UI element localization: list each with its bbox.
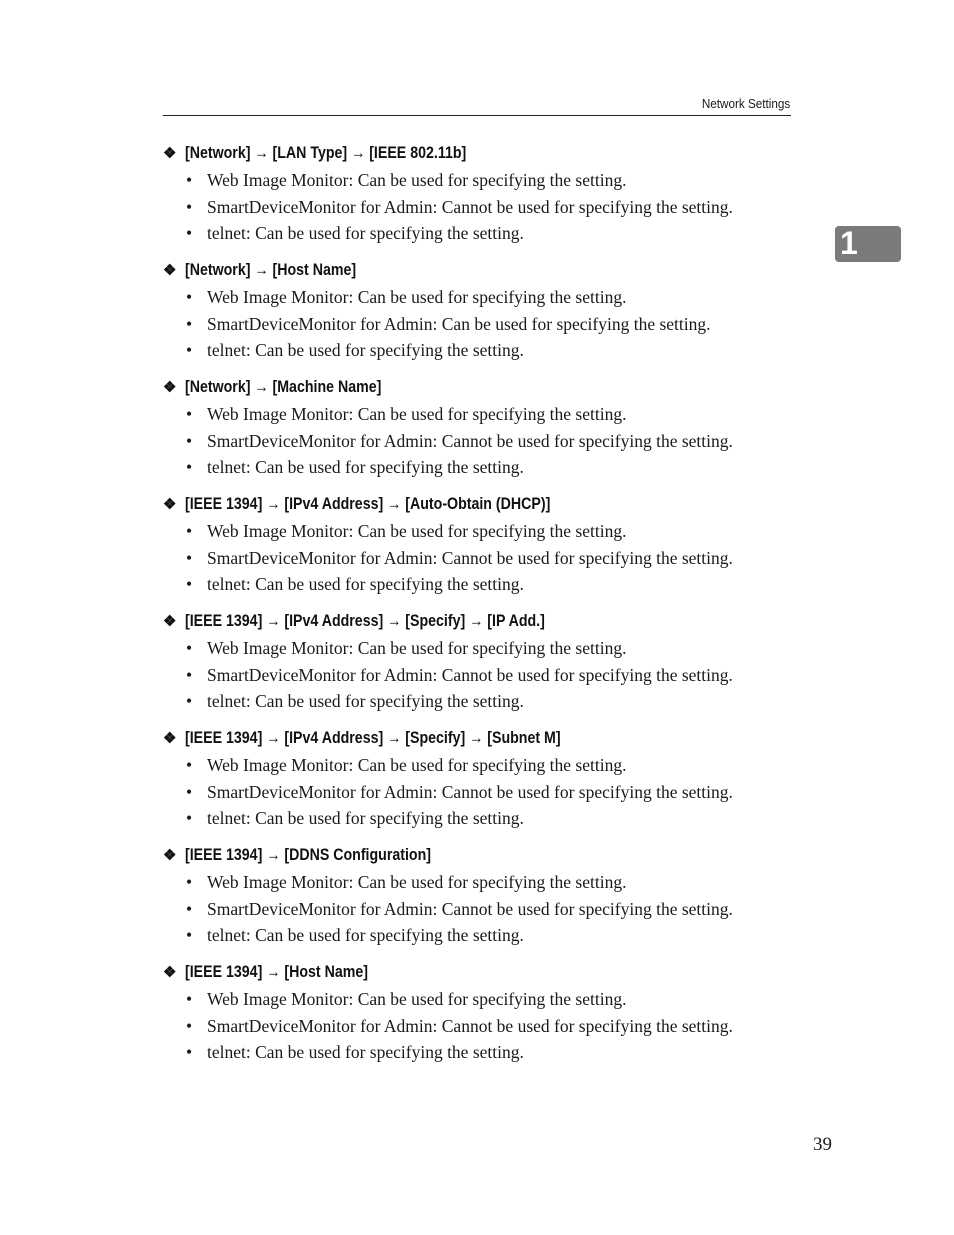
bullet-icon: • <box>186 547 193 568</box>
bullet-icon: • <box>186 196 193 217</box>
list-item: • telnet: Can be used for specifying the setting. <box>163 688 803 715</box>
chapter-number: 1 <box>840 225 858 261</box>
section-heading: ❖ [IEEE 1394] → [Host Name] <box>163 959 803 986</box>
bullet-icon: • <box>186 1015 193 1036</box>
list-item: • SmartDeviceMonitor for Admin: Cannot be used for specifying the setting. <box>163 194 803 221</box>
bullet-icon: • <box>186 574 193 595</box>
section-heading: ❖ [IEEE 1394] → [IPv4 Address] → [Auto-Obtain (DHCP)] <box>163 491 803 518</box>
bullet-icon: • <box>186 170 193 190</box>
bullet-icon: • <box>186 755 193 775</box>
bullet-icon: • <box>186 898 193 919</box>
page-number: 39 <box>813 1134 832 1155</box>
setting-section <box>163 959 803 1076</box>
list-item: • telnet: Can be used for specifying the setting. <box>163 805 803 832</box>
setting-section <box>163 140 803 257</box>
list-item: • Web Image Monitor: Can be used for specifying the setting. <box>163 986 803 1013</box>
bullet-icon: • <box>186 691 193 712</box>
section-heading: ❖ [IEEE 1394] → [DDNS Configuration] <box>163 842 803 869</box>
section-heading: ❖ [Network] → [Machine Name] <box>163 374 803 401</box>
bullet-icon: • <box>186 430 193 451</box>
setting-section <box>163 257 803 374</box>
bullet-icon: • <box>186 781 193 802</box>
list-item: • Web Image Monitor: Can be used for specifying the setting. <box>163 284 803 311</box>
bullet-icon: • <box>186 287 193 307</box>
bullet-icon: • <box>186 340 193 361</box>
diamond-bullet-icon: ❖ <box>163 379 177 396</box>
list-item: • Web Image Monitor: Can be used for specifying the setting. <box>163 518 803 545</box>
item-list <box>163 518 803 598</box>
list-item: • telnet: Can be used for specifying the setting. <box>163 1039 803 1066</box>
section-heading: ❖ [Network] → [LAN Type] → [IEEE 802.11b] <box>163 140 803 167</box>
list-item: • Web Image Monitor: Can be used for specifying the setting. <box>163 401 803 428</box>
bullet-icon: • <box>186 404 193 424</box>
diamond-bullet-icon: ❖ <box>163 496 177 513</box>
item-list <box>163 167 803 247</box>
section-heading: ❖ [Network] → [Host Name] <box>163 257 803 284</box>
diamond-bullet-icon: ❖ <box>163 613 177 630</box>
list-item: • SmartDeviceMonitor for Admin: Cannot be used for specifying the setting. <box>163 545 803 572</box>
diamond-bullet-icon: ❖ <box>163 262 177 279</box>
list-item: • SmartDeviceMonitor for Admin: Can be used for specifying the setting. <box>163 311 803 338</box>
diamond-bullet-icon: ❖ <box>163 964 177 981</box>
header-rule <box>163 115 791 116</box>
item-list <box>163 635 803 715</box>
item-list <box>163 869 803 949</box>
list-item: • telnet: Can be used for specifying the setting. <box>163 220 803 247</box>
bullet-icon: • <box>186 925 193 946</box>
diamond-bullet-icon: ❖ <box>163 730 177 747</box>
content <box>163 140 803 1076</box>
bullet-icon: • <box>186 313 193 334</box>
list-item: • SmartDeviceMonitor for Admin: Cannot be used for specifying the setting. <box>163 1013 803 1040</box>
list-item: • SmartDeviceMonitor for Admin: Cannot be used for specifying the setting. <box>163 896 803 923</box>
list-item: • telnet: Can be used for specifying the setting. <box>163 454 803 481</box>
bullet-icon: • <box>186 521 193 541</box>
list-item: • Web Image Monitor: Can be used for specifying the setting. <box>163 752 803 779</box>
bullet-icon: • <box>186 872 193 892</box>
setting-section <box>163 842 803 959</box>
setting-section <box>163 374 803 491</box>
item-list <box>163 284 803 364</box>
item-list <box>163 752 803 832</box>
list-item: • SmartDeviceMonitor for Admin: Cannot be used for specifying the setting. <box>163 428 803 455</box>
diamond-bullet-icon: ❖ <box>163 847 177 864</box>
list-item: • Web Image Monitor: Can be used for specifying the setting. <box>163 869 803 896</box>
setting-section <box>163 725 803 842</box>
item-list <box>163 986 803 1066</box>
list-item: • Web Image Monitor: Can be used for specifying the setting. <box>163 635 803 662</box>
list-item: • telnet: Can be used for specifying the setting. <box>163 337 803 364</box>
bullet-icon: • <box>186 223 193 244</box>
list-item: • SmartDeviceMonitor for Admin: Cannot be used for specifying the setting. <box>163 779 803 806</box>
list-item: • telnet: Can be used for specifying the setting. <box>163 571 803 598</box>
diamond-bullet-icon: ❖ <box>163 145 177 162</box>
bullet-icon: • <box>186 989 193 1009</box>
list-item: • SmartDeviceMonitor for Admin: Cannot be used for specifying the setting. <box>163 662 803 689</box>
setting-section <box>163 608 803 725</box>
section-heading: ❖ [IEEE 1394] → [IPv4 Address] → [Specify] → [Subnet M] <box>163 725 803 752</box>
chapter-tab <box>835 226 901 262</box>
bullet-icon: • <box>186 808 193 829</box>
list-item: • Web Image Monitor: Can be used for specifying the setting. <box>163 167 803 194</box>
bullet-icon: • <box>186 664 193 685</box>
section-heading: ❖ [IEEE 1394] → [IPv4 Address] → [Specify] → [IP Add.] <box>163 608 803 635</box>
item-list <box>163 401 803 481</box>
bullet-icon: • <box>186 638 193 658</box>
list-item: • telnet: Can be used for specifying the setting. <box>163 922 803 949</box>
setting-section <box>163 491 803 608</box>
running-header-title: Network Settings <box>701 96 790 111</box>
bullet-icon: • <box>186 1042 193 1063</box>
bullet-icon: • <box>186 457 193 478</box>
